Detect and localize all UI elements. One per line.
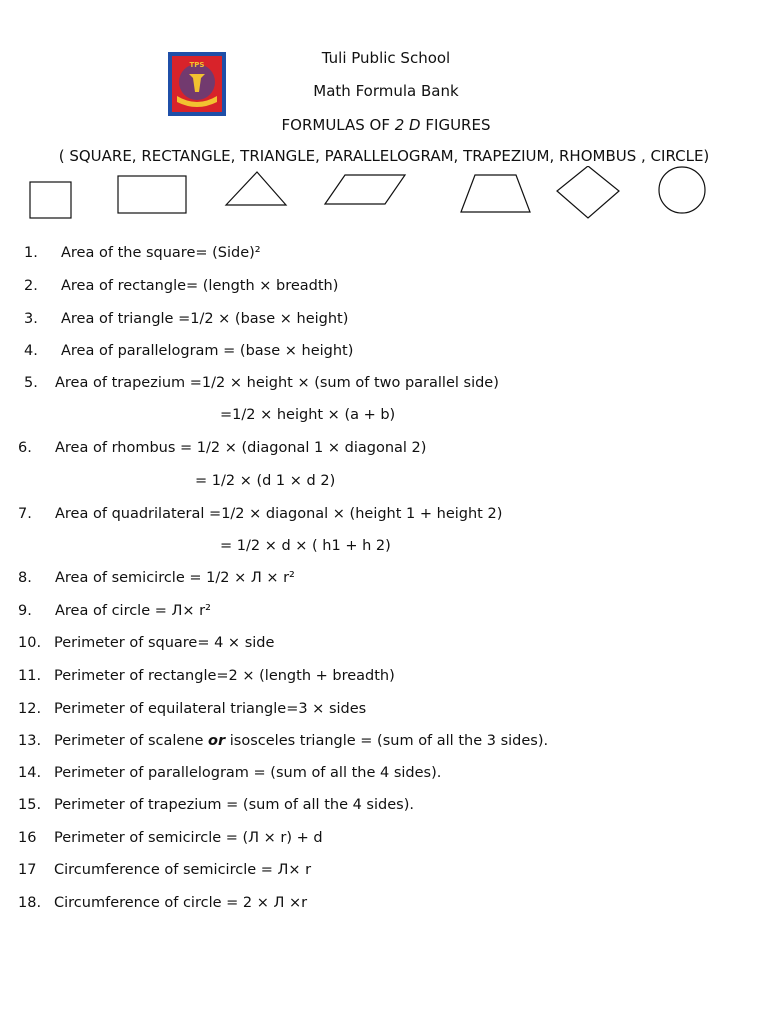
title-prefix: FORMULAS OF: [281, 116, 395, 134]
formula-number: 9.: [18, 603, 32, 619]
formula-text: Area of rhombus = 1/2 × (diagonal 1 × diagonal 2): [55, 440, 427, 456]
formula-text: Circumference of semicircle = Л× r: [54, 862, 312, 878]
formula-number: 13.: [18, 733, 42, 749]
formula-text: Perimeter of rectangle=2 × (length + breadth): [54, 668, 395, 684]
formula-number: 6.: [18, 440, 32, 456]
formula-number: 12.: [18, 701, 42, 717]
formula-text: Area of circle = Л× r²: [55, 603, 211, 619]
formula-number: 2.: [24, 278, 38, 294]
formula-text: Perimeter of semicircle = (Л × r) + d: [54, 830, 323, 846]
formula-number: 3.: [24, 311, 38, 327]
formula-text: Area of rectangle= (length × breadth): [61, 278, 339, 294]
circle-shape: [659, 167, 705, 213]
rectangle-shape: [118, 176, 186, 213]
formula-number: 16: [18, 830, 37, 846]
title-italic: 2 D: [394, 116, 421, 134]
shapes-list: ( SQUARE, RECTANGLE, TRIANGLE, PARALLELOGRAM, TRAPEZIUM, RHOMBUS , CIRCLE): [58, 147, 710, 165]
formula-continuation: = 1/2 × d × ( h1 + h 2): [220, 538, 391, 554]
formula-number: 10.: [18, 635, 42, 651]
formula-item: [18, 895, 308, 959]
formula-number: 17: [18, 862, 37, 878]
school-name: Tuli Public School: [321, 49, 451, 67]
shapes-row: [0, 166, 768, 226]
formula-text: Area of trapezium =1/2 × height × (sum of two parallel side): [55, 375, 499, 391]
formula-continuation: =1/2 × height × (a + b): [220, 407, 396, 423]
formula-text: Perimeter of trapezium = (sum of all the 4 sides).: [54, 797, 414, 813]
formula-number: 7.: [18, 506, 32, 522]
formula-number: 18.: [18, 895, 42, 911]
formula-number: 1.: [24, 245, 38, 261]
formula-continuation: = 1/2 × (d 1 × d 2): [195, 473, 336, 489]
document-subtitle: Math Formula Bank: [313, 82, 459, 100]
rhombus-shape: [557, 166, 619, 218]
formula-text: Area of parallelogram = (base × height): [61, 343, 354, 359]
parallelogram-shape: [325, 175, 405, 204]
formula-text: Perimeter of equilateral triangle=3 × sides: [54, 701, 367, 717]
formula-text: Perimeter of parallelogram = (sum of all the 4 sides).: [54, 765, 442, 781]
formula-text-before: Perimeter of scalene: [54, 733, 209, 749]
formula-text: Circumference of circle = 2 × Л ×r: [54, 895, 308, 911]
formula-text: Area of the square= (Side)²: [61, 245, 261, 261]
formula-number: 11.: [18, 668, 42, 684]
formula-number: 5.: [24, 375, 38, 391]
formula-text: Area of quadrilateral =1/2 × diagonal × (height 1 + height 2): [55, 506, 503, 522]
formula-number: 14.: [18, 765, 42, 781]
formula-text: Area of triangle =1/2 × (base × height): [61, 311, 349, 327]
formula-emphasis: or: [208, 733, 226, 749]
square-shape: [30, 182, 71, 218]
formula-text: Perimeter of square= 4 × side: [54, 635, 275, 651]
document-title: [2, 116, 768, 134]
formula-number: 15.: [18, 797, 42, 813]
formula-text: [54, 733, 548, 749]
formula-number: 4.: [24, 343, 38, 359]
svg-text:TPS: TPS: [189, 61, 205, 69]
formula-text: Area of semicircle = 1/2 × Л × r²: [55, 570, 295, 586]
triangle-shape: [226, 172, 286, 205]
trapezium-shape: [461, 175, 530, 212]
title-suffix: FIGURES: [420, 116, 491, 134]
formula-number: 8.: [18, 570, 32, 586]
formula-text-after: isosceles triangle = (sum of all the 3 sides).: [225, 733, 549, 749]
